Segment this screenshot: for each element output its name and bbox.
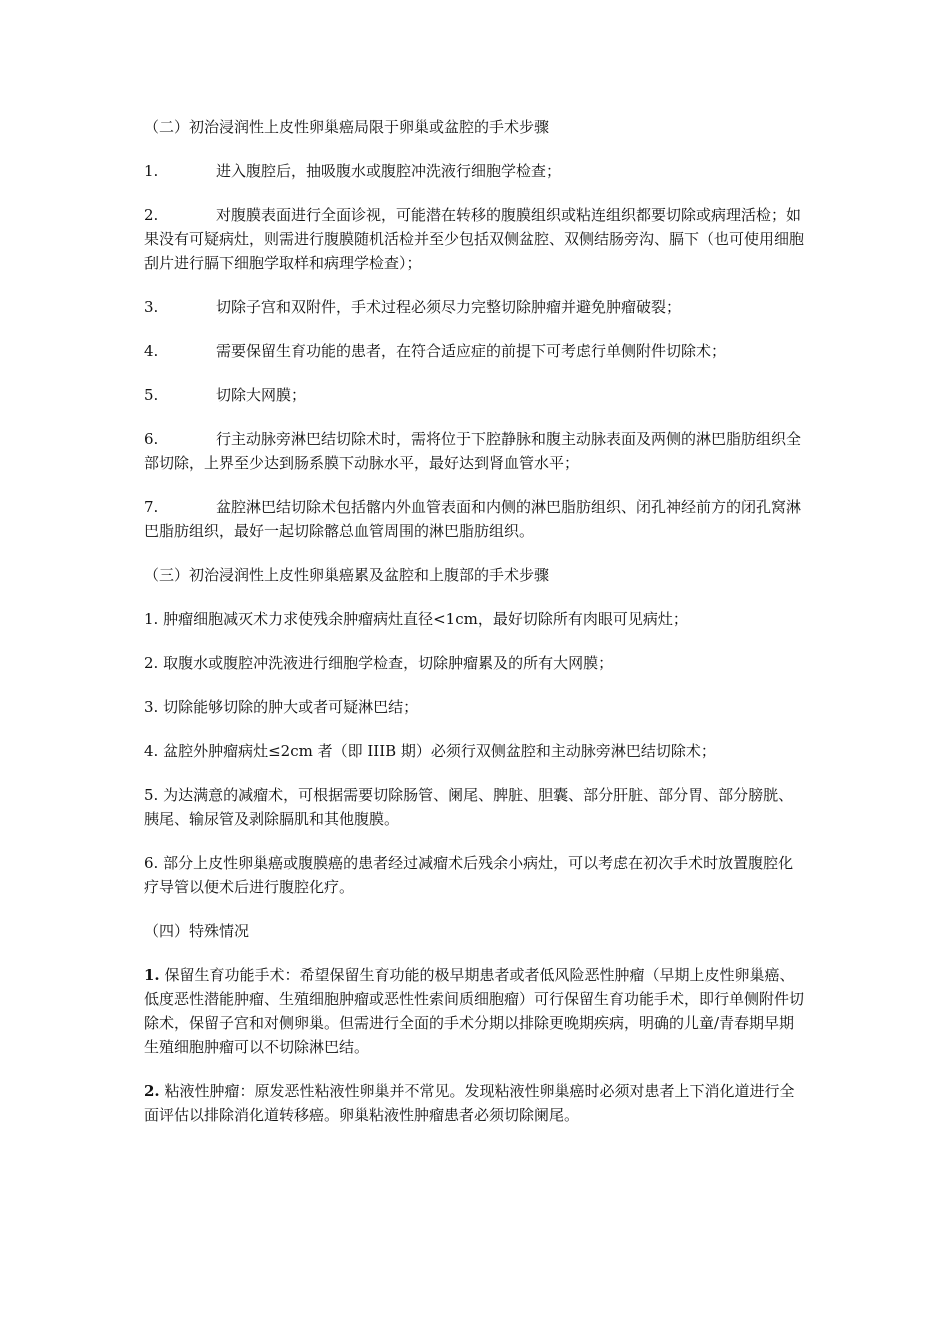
section-2-heading: （二）初治浸润性上皮性卵巢癌局限于卵巢或盆腔的手术步骤 [144, 118, 550, 136]
item-text: 盆腔淋巴结切除术包括髂内外血管表面和内侧的淋巴脂肪组织、闭孔神经前方的闭孔窝淋巴脂肪组织，最好一起切除髂总血管周围的淋巴脂肪组织。 [144, 498, 802, 540]
section-4-heading: （四）特殊情况 [144, 922, 250, 940]
document-body [144, 115, 808, 1147]
section-3-heading: （三）初治浸润性上皮性卵巢癌累及盆腔和上腹部的手术步骤 [144, 566, 550, 584]
item-text: 切除大网膜； [216, 386, 307, 404]
section-3-item-3: 3. 切除能够切除的肿大或者可疑淋巴结； [144, 698, 419, 716]
item-number: 6. [144, 430, 159, 448]
item-text: 粘液性肿瘤：原发恶性粘液性卵巢并不常见。发现粘液性卵巢癌时必须对患者上下消化道进行全面评估以排除消化道转移癌。卵巢粘液性肿瘤患者必须切除阑尾。 [144, 1082, 795, 1124]
section-3-item-4: 4. 盆腔外肿瘤病灶≤2cm 者（即 IIIB 期）必须行双侧盆腔和主动脉旁淋巴结切除术； [144, 742, 716, 760]
section-3-item-5: 5. 为达满意的减瘤术，可根据需要切除肠管、阑尾、脾脏、胆囊、部分肝脏、部分胃、部分膀胱、胰尾、输尿管及剥除膈肌和其他腹膜。 [144, 786, 794, 828]
section-2-item-1 [144, 159, 808, 183]
section-2-item-3 [144, 295, 808, 319]
item-text: 切除子宫和双附件，手术过程必须尽力完整切除肿瘤并避免肿瘤破裂； [216, 298, 682, 316]
item-text: 需要保留生育功能的患者，在符合适应症的前提下可考虑行单侧附件切除术； [216, 342, 727, 360]
item-text: 进入腹腔后，抽吸腹水或腹腔冲洗液行细胞学检查； [216, 162, 562, 180]
section-2-item-6 [144, 427, 808, 475]
item-text: 对腹膜表面进行全面诊视，可能潜在转移的腹膜组织或粘连组织都要切除或病理活检；如果没有可疑病灶，则需进行腹膜随机活检并至少包括双侧盆腔、双侧结肠旁沟、膈下（也可使用细胞刮片进行膈下细胞学取样和病理学检查）； [144, 206, 805, 272]
section-2-item-5 [144, 383, 808, 407]
section-2-item-7 [144, 495, 808, 543]
item-number: 1. [144, 966, 160, 984]
section-4-item-2 [144, 1079, 808, 1127]
item-number: 2. [144, 1082, 160, 1100]
section-3-item-6: 6. 部分上皮性卵巢癌或腹膜癌的患者经过减瘤术后残余小病灶，可以考虑在初次手术时放置腹腔化疗导管以便术后进行腹腔化疗。 [144, 854, 794, 896]
item-number: 5. [144, 386, 159, 404]
item-text: 行主动脉旁淋巴结切除术时，需将位于下腔静脉和腹主动脉表面及两侧的淋巴脂肪组织全部切除，上界至少达到肠系膜下动脉水平，最好达到肾血管水平； [144, 430, 802, 472]
section-2-item-2 [144, 203, 808, 275]
item-text: 保留生育功能手术：希望保留生育功能的极早期患者或者低风险恶性肿瘤（早期上皮性卵巢癌、低度恶性潜能肿瘤、生殖细胞肿瘤或恶性性索间质细胞瘤）可行保留生育功能手术，即行单侧附件切除术，保留子宫和对侧卵巢。但需进行全面的手术分期以排除更晚期疾病，明确的儿童/青春期早期生殖细胞肿瘤可以不切除淋巴结。 [144, 966, 805, 1056]
item-number: 1. [144, 162, 159, 180]
item-number: 4. [144, 342, 159, 360]
section-4-item-1 [144, 963, 808, 1059]
item-number: 7. [144, 498, 159, 516]
section-3-item-1: 1. 肿瘤细胞减灭术力求使残余肿瘤病灶直径<1cm，最好切除所有肉眼可见病灶； [144, 610, 688, 628]
section-3-item-2: 2. 取腹水或腹腔冲洗液进行细胞学检查，切除肿瘤累及的所有大网膜； [144, 654, 614, 672]
item-number: 2. [144, 206, 159, 224]
section-2-item-4 [144, 339, 808, 363]
item-number: 3. [144, 298, 159, 316]
